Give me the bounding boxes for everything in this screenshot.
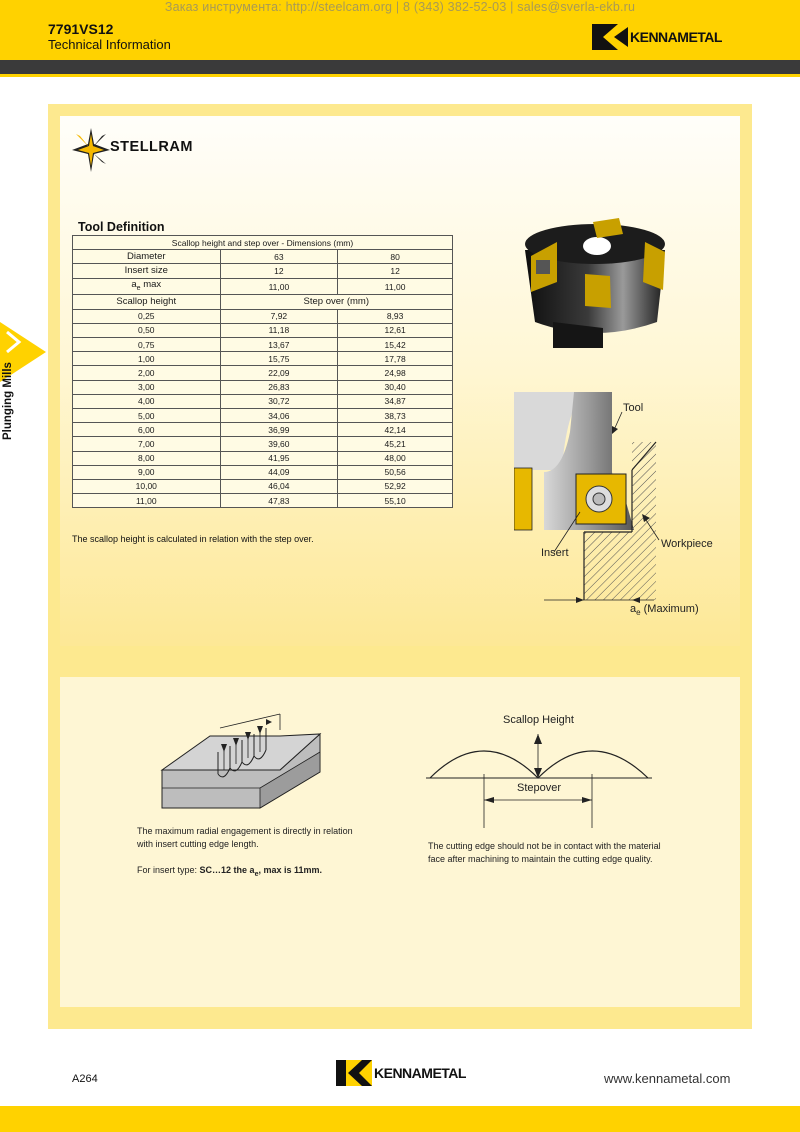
table-caption-row bbox=[73, 236, 453, 250]
stellram-wordmark: STELLRAM bbox=[110, 139, 193, 155]
step-over-cell: 48,00 bbox=[338, 451, 453, 465]
table-caption: Scallop height and step over - Dimensions (mm) bbox=[73, 236, 453, 250]
step-over-cell: 38,73 bbox=[338, 408, 453, 422]
insert-size-value: 12 bbox=[338, 264, 453, 278]
table-title: Tool Definition bbox=[78, 220, 165, 234]
scallop-height-cell: 4,00 bbox=[73, 394, 221, 408]
step-over-cell: 13,67 bbox=[220, 338, 338, 352]
table-row bbox=[73, 494, 453, 508]
ae-max-value: 11,00 bbox=[220, 278, 338, 295]
table-row bbox=[73, 423, 453, 437]
insert-label: Insert bbox=[541, 547, 569, 559]
step-over-cell: 39,60 bbox=[220, 437, 338, 451]
table-row bbox=[73, 366, 453, 380]
insert-size-value: 12 bbox=[220, 264, 338, 278]
step-over-cell: 15,42 bbox=[338, 338, 453, 352]
stellram-star-icon bbox=[72, 128, 110, 177]
insert-size-row bbox=[73, 264, 453, 278]
page-number: A264 bbox=[72, 1073, 98, 1085]
scallop-height-cell: 0,75 bbox=[73, 338, 221, 352]
document-code: 7791VS12 bbox=[48, 21, 114, 37]
ae-maximum-label: $a_e$ (Maximum) bbox=[630, 603, 699, 618]
step-over-cell: 45,21 bbox=[338, 437, 453, 451]
ae-max-row bbox=[73, 278, 453, 295]
kennametal-wordmark: KENNAMETAL bbox=[630, 29, 722, 45]
table-row bbox=[73, 380, 453, 394]
scallop-height-header: Scallop height bbox=[73, 295, 221, 309]
cutting-edge-note: The cutting edge should not be in contact with the material face after machining to maintain the cutting edge quality. bbox=[428, 841, 661, 864]
step-over-cell: 30,72 bbox=[220, 394, 338, 408]
insert-engagement-diagram bbox=[514, 392, 714, 627]
scallop-height-cell: 2,00 bbox=[73, 366, 221, 380]
step-over-cell: 15,75 bbox=[220, 352, 338, 366]
table-row bbox=[73, 408, 453, 422]
scallop-height-cell: 11,00 bbox=[73, 494, 221, 508]
diameter-label: Diameter bbox=[73, 250, 221, 264]
diameter-value: 80 bbox=[338, 250, 453, 264]
table-row bbox=[73, 394, 453, 408]
footer-url[interactable]: www.kennametal.com bbox=[604, 1071, 731, 1086]
scallop-height-cell: 3,00 bbox=[73, 380, 221, 394]
kennametal-logo-footer bbox=[336, 1060, 466, 1086]
step-over-cell: 46,04 bbox=[220, 479, 338, 493]
scallop-height-cell: 6,00 bbox=[73, 423, 221, 437]
step-over-cell: 41,95 bbox=[220, 451, 338, 465]
step-over-cell: 52,92 bbox=[338, 479, 453, 493]
kennametal-k-icon bbox=[336, 1060, 372, 1086]
section-label: Plunging Mills bbox=[2, 362, 14, 440]
table-row bbox=[73, 352, 453, 366]
plunging-mill-tool-image bbox=[515, 212, 675, 357]
step-over-cell: 36,99 bbox=[220, 423, 338, 437]
tool-definition-table bbox=[72, 235, 453, 508]
kennametal-wordmark: KENNAMETAL bbox=[374, 1065, 466, 1081]
step-over-cell: 50,56 bbox=[338, 465, 453, 479]
contact-line: Заказ инструмента: http://steelcam.org | 8 (343) 382-52-03 | sales@sverla-ekb.ru bbox=[164, 0, 636, 14]
step-over-cell: 34,87 bbox=[338, 394, 453, 408]
tool-label: Tool bbox=[623, 402, 644, 414]
radial-engagement-note: The maximum radial engagement is directly in relation with insert cutting edge length. bbox=[137, 826, 353, 849]
step-over-cell: 34,06 bbox=[220, 408, 338, 422]
scallop-note: The scallop height is calculated in relation with the step over. bbox=[72, 534, 314, 544]
table-row bbox=[73, 479, 453, 493]
step-over-cell: 17,78 bbox=[338, 352, 453, 366]
step-over-cell: 55,10 bbox=[338, 494, 453, 508]
step-over-cell: 7,92 bbox=[220, 309, 338, 323]
scallop-height-cell: 5,00 bbox=[73, 408, 221, 422]
step-over-cell: 12,61 bbox=[338, 323, 453, 337]
scallop-height-cell: 7,00 bbox=[73, 437, 221, 451]
step-over-cell: 8,93 bbox=[338, 309, 453, 323]
column-header-row bbox=[73, 295, 453, 309]
kennametal-logo-header bbox=[592, 24, 722, 50]
header-yellow-line bbox=[0, 74, 800, 77]
step-over-cell: 26,83 bbox=[220, 380, 338, 394]
table-row bbox=[73, 437, 453, 451]
step-over-cell: 44,09 bbox=[220, 465, 338, 479]
table-row bbox=[73, 451, 453, 465]
insert-size-label: Insert size bbox=[73, 264, 221, 278]
table-row bbox=[73, 465, 453, 479]
step-over-cell: 47,83 bbox=[220, 494, 338, 508]
stepover-label: Stepover bbox=[517, 782, 562, 794]
scallop-height-cell: 8,00 bbox=[73, 451, 221, 465]
step-over-header: Step over (mm) bbox=[220, 295, 452, 309]
scallop-height-cell: 0,25 bbox=[73, 309, 221, 323]
insert-type-note: For insert type: SC…12 the $a_e$, max is 11mm. bbox=[137, 865, 323, 878]
step-over-cell: 24,98 bbox=[338, 366, 453, 380]
kennametal-k-icon bbox=[592, 24, 628, 50]
ae-max-value: 11,00 bbox=[338, 278, 453, 295]
scallop-height-cell: 0,50 bbox=[73, 323, 221, 337]
table-row bbox=[73, 323, 453, 337]
radial-engagement-diagram bbox=[160, 712, 330, 817]
step-over-cell: 30,40 bbox=[338, 380, 453, 394]
table-row bbox=[73, 338, 453, 352]
document-subtitle: Technical Information bbox=[48, 37, 171, 52]
workpiece-label: Workpiece bbox=[661, 538, 713, 550]
footer-band bbox=[0, 1106, 800, 1132]
step-over-cell: 22,09 bbox=[220, 366, 338, 380]
scallop-height-cell: 9,00 bbox=[73, 465, 221, 479]
scallop-height-label: Scallop Height bbox=[503, 714, 574, 726]
diameter-row bbox=[73, 250, 453, 264]
step-over-cell: 42,14 bbox=[338, 423, 453, 437]
ae-max-label: $a_e$ max bbox=[73, 278, 221, 295]
chevron-right-icon bbox=[4, 330, 24, 359]
step-over-cell: 11,18 bbox=[220, 323, 338, 337]
table-row bbox=[73, 309, 453, 323]
header-dark-stripe bbox=[0, 60, 800, 74]
diameter-value: 63 bbox=[220, 250, 338, 264]
scallop-height-cell: 10,00 bbox=[73, 479, 221, 493]
scallop-height-cell: 1,00 bbox=[73, 352, 221, 366]
